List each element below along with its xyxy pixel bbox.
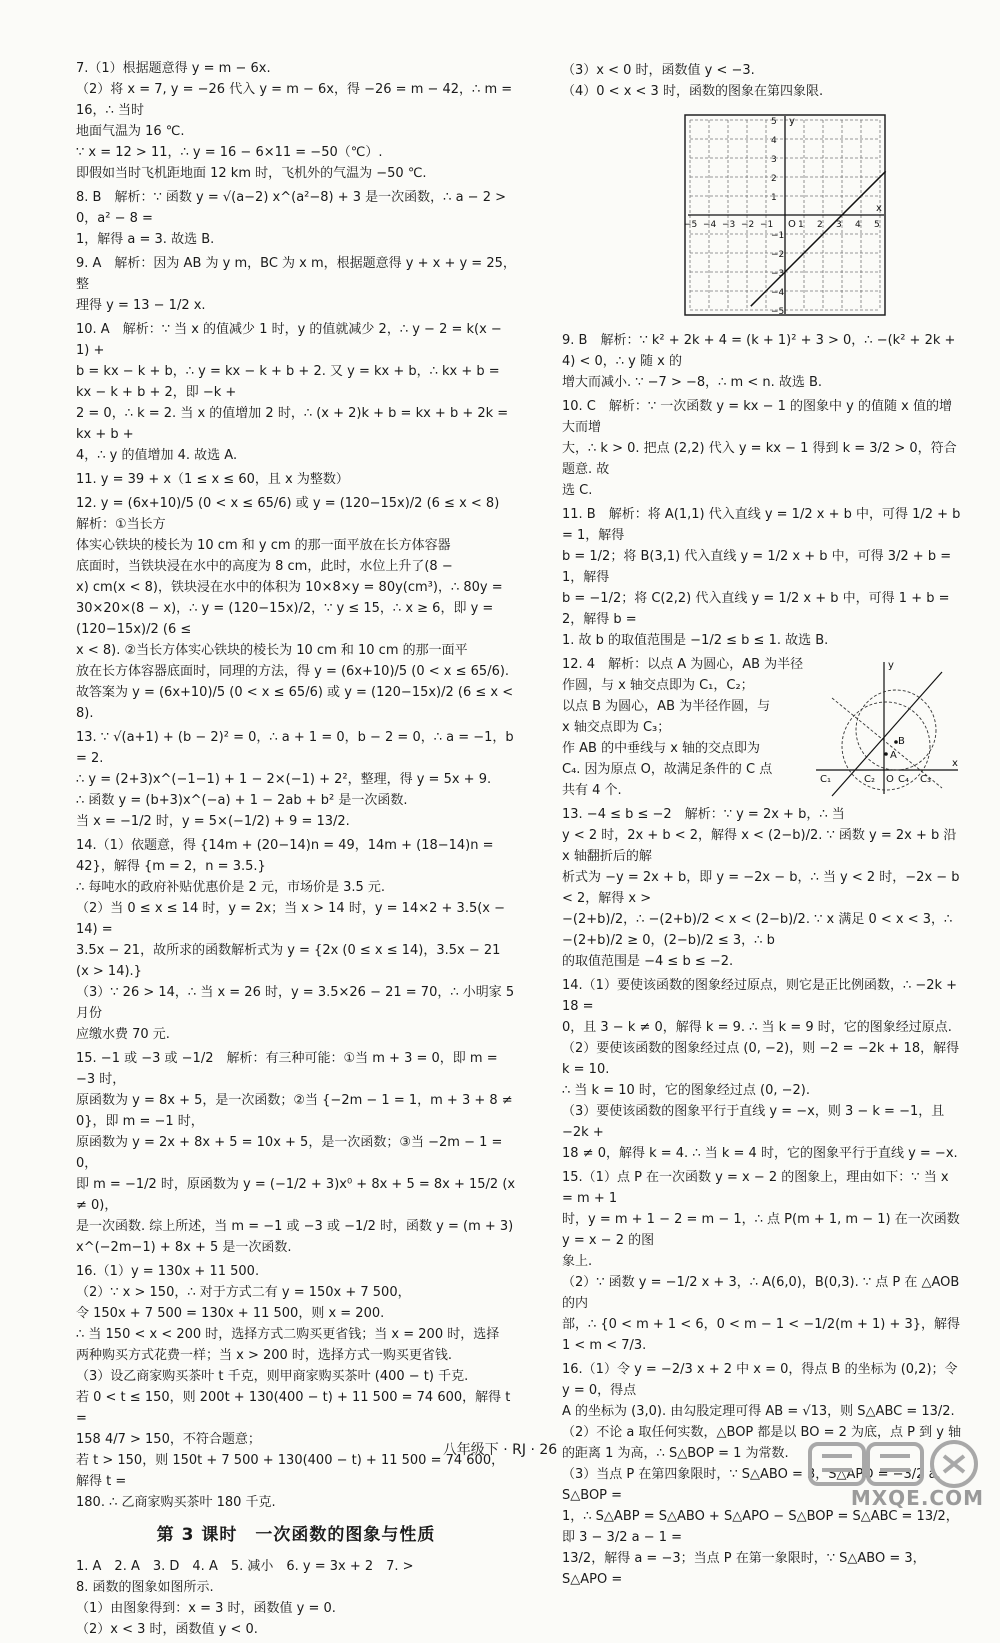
answer-line: x^(−2m−1) + 8x + 5 是一次函数. <box>76 1240 292 1255</box>
answer-line: 14.（1）要使该函数的图象经过原点，则它是正比例函数，∴ −2k + 18 = <box>562 978 958 1014</box>
answer-line: 体实心铁块的棱长为 10 cm 和 y cm 的那一面平放在长方体容器 <box>76 538 451 553</box>
answer-entry <box>562 1167 962 1356</box>
answer-line: 12. y = (6x+10)/5 (0 < x ≤ 65/6) 或 y = (120−15x)/2 (6 ≤ x < 8) 解析：①当长方 <box>76 496 513 532</box>
answer-line: 9. B 解析：∵ k² + 2k + 4 = (k + 1)² + 3 > 0，∴ −(k² + 2k + 4) < 0，∴ y 随 x 的 <box>562 333 956 369</box>
answer-line: 13. ∵ √(a+1) + (b − 2)² = 0，∴ a + 1 = 0，b − 2 = 0，∴ a = −1，b = 2. <box>76 730 514 766</box>
answer-line: 8. B 解析：∵ 函数 y = √(a−2) x^(a²−8) + 3 是一次函数，∴ a − 2 > 0，a² − 8 = <box>76 190 506 226</box>
answer-line: （2）当 0 ≤ x ≤ 14 时，y = 2x；当 x > 14 时，y = 14×2 + 3.5(x − 14) = <box>76 901 506 937</box>
x-tick-label: −1 <box>760 220 774 230</box>
answer-line: C₄. 因为原点 O，故满足条件的 C 点 <box>562 762 773 777</box>
answer-entry <box>76 253 516 316</box>
answer-line: 11. B 解析：将 A(1,1) 代入直线 y = 1/2 x + b 中，可得 1/2 + b = 1，解得 <box>562 507 961 543</box>
answer-line: 7.（1）根据题意得 y = m − 6x. <box>76 61 271 76</box>
answer-line: 故答案为 y = (6x+10)/5 (0 < x ≤ 65/6) 或 y = (120−15x)/2 (6 ≤ x < 8). <box>76 685 514 721</box>
right-column <box>562 60 962 1593</box>
answer-line: ∴ 每吨水的政府补贴优惠价是 2 元，市场价是 3.5 元. <box>76 880 386 895</box>
answer-line: 若 0 < t ≤ 150，则 200t + 130(400 − t) + 11 500 = 74 600，解得 t = <box>76 1390 511 1426</box>
answer-line: b = −1/2；将 C(2,2) 代入直线 y = 1/2 x + b 中，可得 1 + b = 2，解得 b = <box>562 591 950 627</box>
answer-entry <box>562 330 962 393</box>
answer-line: b = 1/2；将 B(3,1) 代入直线 y = 1/2 x + b 中，可得 3/2 + b = 1，解得 <box>562 549 952 585</box>
answer-entry <box>76 1556 516 1640</box>
y-tick-label: 4 <box>771 136 777 146</box>
answer-line: 增大而减小. ∵ −7 > −8，∴ m < n. 故选 B. <box>562 375 823 390</box>
x-tick-label: 2 <box>817 220 823 230</box>
answer-line: （3）∵ 26 > 14，∴ 当 x = 26 时，y = 3.5×26 − 21 = 70，∴ 小明家 5 月份 <box>76 985 515 1021</box>
answer-line: 1，解得 a = 3. 故选 B. <box>76 232 215 247</box>
x-tick-label: 1 <box>798 220 804 230</box>
answer-line: 10. A 解析：∵ 当 x 的值减少 1 时，y 的值就减少 2，∴ y − 2 = k(x − 1) + <box>76 322 502 358</box>
label-y: y <box>888 660 894 671</box>
answer-entry <box>76 1048 516 1258</box>
answer-line: ∴ 函数 y = (b+3)x^(−a) + 1 − 2ab + b² 是一次函数. <box>76 793 408 808</box>
answer-line: ∴ 当 k = 10 时，它的图象经过点 (0, −2). <box>562 1083 811 1098</box>
answer-line: （4）0 < x < 3 时，函数的图象在第四象限. <box>562 84 824 99</box>
answer-line: 析式为 −y = 2x + b，即 y = −2x − b，∴ 当 y < 2 时，−2x − b < 2，解得 x > <box>562 870 960 906</box>
y-tick-label: 2 <box>771 174 777 184</box>
answer-line: −(2+b)/2，∴ −(2+b)/2 < x < (2−b)/2. ∵ x 满足 0 < x < 3，∴ −(2+b)/2 ≥ 0，(2−b)/2 ≤ 3，∴ b <box>562 912 953 948</box>
answer-line: 理得 y = 13 − 1/2 x. <box>76 298 206 313</box>
answer-entry <box>76 727 516 832</box>
label-c3: C₃ <box>920 774 931 785</box>
answer-line: 地面气温为 16 ℃. <box>76 124 185 139</box>
answer-line: b = kx − k + b，∴ y = kx − k + b + 2. 又 y = kx + b，∴ kx + b = kx − k + b + 2，即 −k + <box>76 364 500 400</box>
answer-line: 2 = 0，∴ k = 2. 当 x 的值增加 2 时，∴ (x + 2)k + b = kx + b + 2k = kx + b + <box>76 406 509 442</box>
page-footer: 八年级下 · RJ · 26 <box>442 1442 558 1458</box>
answer-line: 若 t > 150，则 150t + 7 500 + 130(400 − t) + 11 500 = 74 600，解得 t = <box>76 1453 505 1489</box>
answer-line: （2）∵ 函数 y = −1/2 x + 3，∴ A(6,0)，B(0,3). ∵ 点 P 在 △AOB 的内 <box>562 1275 960 1311</box>
answer-line: 原函数为 y = 2x + 8x + 5 = 10x + 5，是一次函数；③当 −2m − 1 = 0， <box>76 1135 503 1171</box>
answer-line: 9. A 解析：因为 AB 为 y m，BC 为 x m，根据题意得 y + x + y = 25，整 <box>76 256 516 292</box>
x-tick-label: 4 <box>855 220 861 230</box>
answer-line: 30×20×(8 − x)，∴ y = (120−15x)/2，∵ y ≤ 15，∴ x ≥ 6，即 y = (120−15x)/2 (6 ≤ <box>76 601 494 637</box>
x-tick-label: −3 <box>722 220 736 230</box>
answer-line: 以点 B 为圆心，AB 为半径作圆，与 <box>562 699 771 714</box>
answer-line: 180. ∴ 乙商家购买茶叶 180 千克. <box>76 1495 276 1510</box>
answer-line: ∵ x = 12 > 11，∴ y = 16 − 6×11 = −50（℃）. <box>76 145 383 160</box>
answer-line: 即假如当时飞机距地面 12 km 时，飞机外的气温为 −50 ℃. <box>76 166 427 181</box>
answer-entry <box>562 654 962 801</box>
answer-line: 10. C 解析：∵ 一次函数 y = kx − 1 的图象中 y 的值随 x 值的增大而增 <box>562 399 952 435</box>
left-column <box>76 58 516 1643</box>
answer-line: 底面时，当铁块浸在水中的高度为 8 cm，此时，水位上升了(8 − <box>76 559 453 574</box>
answer-entry <box>76 835 516 1045</box>
construction-figure <box>812 658 962 798</box>
answer-entry <box>562 975 962 1164</box>
y-tick-label: −5 <box>771 307 785 317</box>
answer-line: 是一次函数. 综上所述，当 m = −1 或 −3 或 −1/2 时，函数 y = (m + 3) <box>76 1219 514 1234</box>
y-tick-label: −4 <box>771 288 785 298</box>
answer-line: 象上. <box>562 1254 593 1269</box>
answer-entry <box>76 58 516 184</box>
answer-line: 0，且 3 − k ≠ 0，解得 k = 9. ∴ 当 k = 9 时，它的图象经过原点. <box>562 1020 952 1035</box>
answer-entry <box>562 396 962 501</box>
x-axis-label: x <box>876 203 882 214</box>
answer-line: （2）不论 a 取任何实数，△BOP 都是以 BO = 2 为底，点 P 到 y 轴 <box>562 1425 962 1440</box>
answer-line: 令 150x + 7 500 = 130x + 11 500，则 x = 200. <box>76 1306 385 1321</box>
answer-line: 11. y = 39 + x（1 ≤ x ≤ 60，且 x 为整数） <box>76 472 349 487</box>
y-tick-label: −2 <box>771 250 785 260</box>
answer-line: （3）当点 P 在第四象限时，∵ S△ABO = 3，S△APO = −3/2 a，S△BOP = <box>562 1467 950 1503</box>
label-a: A <box>890 750 897 761</box>
answer-line: 14.（1）依题意，得 {14m + (20−14)n = 49，14m + (18−14)n = 42}，解得 {m = 2，n = 3.5.} <box>76 838 494 874</box>
x-tick-label: 3 <box>836 220 842 230</box>
answer-line: （1）由图象得到：x = 3 时，函数值 y = 0. <box>76 1601 336 1616</box>
label-b: B <box>898 736 905 747</box>
answer-line: 15.（1）点 P 在一次函数 y = x − 2 的图象上，理由如下：∵ 当 x = m + 1 <box>562 1170 949 1206</box>
answer-line: 大，∴ k > 0. 把点 (2,2) 代入 y = kx − 1 得到 k = 3/2 > 0，符合题意. 故 <box>562 441 957 477</box>
section-title: 第 3 课时 一次函数的图象与性质 <box>156 1525 436 1545</box>
answer-entry <box>76 493 516 724</box>
answer-line: 两种购买方式花费一样；当 x > 200 时，选择方式一购买更省钱. <box>76 1348 453 1363</box>
label-c2: C₂ <box>864 774 875 785</box>
x-tick-label: −4 <box>703 220 717 230</box>
answer-entry <box>76 1261 516 1513</box>
answer-line: 16.（1）令 y = −2/3 x + 2 中 x = 0，得点 B 的坐标为 (0,2)；令 y = 0，得点 <box>562 1362 958 1398</box>
answer-entry <box>76 187 516 250</box>
answer-line: 1. 故 b 的取值范围是 −1/2 ≤ b ≤ 1. 故选 B. <box>562 633 829 648</box>
answer-line: （2）将 x = 7, y = −26 代入 y = m − 6x，得 −26 = m − 42，∴ m = 16，∴ 当时 <box>76 82 513 118</box>
answer-line: 13. −4 ≤ b ≤ −2 解析：∵ y = 2x + b，∴ 当 <box>562 807 845 822</box>
answer-entry <box>562 504 962 651</box>
y-axis-label: y <box>789 116 795 127</box>
answer-line: （3）要使该函数的图象平行于直线 y = −x，则 3 − k = −1，且 −2k + <box>562 1104 945 1140</box>
answer-line: 时，y = m + 1 − 2 = m − 1，∴ 点 P(m + 1, m − 1) 在一次函数 y = x − 2 的图 <box>562 1212 960 1248</box>
answer-line: ∴ y = (2+3)x^(−1−1) + 1 − 2×(−1) + 2²，整理，得 y = 5x + 9. <box>76 772 492 787</box>
answer-line: 158 4/7 > 150，不符合题意； <box>76 1432 261 1447</box>
answer-line: 8. 函数的图象如图所示. <box>76 1580 214 1595</box>
answer-line: 共有 4 个. <box>562 783 622 798</box>
answer-line: 即 m = −1/2 时，原函数为 y = (−1/2 + 3)x⁰ + 8x + 5 = 8x + 15/2 (x ≠ 0)， <box>76 1177 516 1213</box>
answer-line: 部，∴ {0 < m + 1 < 6，0 < m − 1 < −1/2(m + 1) + 3}，解得 1 < m < 7/3. <box>562 1317 961 1353</box>
answer-line: A 的坐标为 (3,0). 由勾股定理可得 AB = √13，则 S△ABC = 13/2. <box>562 1404 955 1419</box>
answer-line: 作 AB 的中垂线与 x 轴的交点即为 <box>562 741 761 756</box>
answer-line: 1，∴ S△ABP = S△ABO + S△APO − S△BOP = S△ABC = 13/2，即 3 − 3/2 a − 1 = <box>562 1509 959 1545</box>
construction-svg <box>812 658 962 798</box>
y-tick-label: 1 <box>771 193 777 203</box>
label-o: O <box>886 774 894 785</box>
answer-line: x) cm(x < 8)，铁块浸在水中的体积为 10×8×y = 80y(cm³)，∴ 80y = <box>76 580 503 595</box>
answer-line: 3.5x − 21，故所求的函数解析式为 y = {2x (0 ≤ x ≤ 14)，3.5x − 21 (x > 14).} <box>76 943 501 979</box>
x-tick-label: 5 <box>874 220 880 230</box>
answer-line: 1. A 2. A 3. D 4. A 5. 减小 6. y = 3x + 2 7. > <box>76 1559 414 1574</box>
answer-entry <box>562 804 962 972</box>
answer-line: 的距离 1 为高，∴ S△BOP = 1 为常数. <box>562 1446 789 1461</box>
answer-line: 选 C. <box>562 483 593 498</box>
answer-line: 13/2，解得 a = −3；当点 P 在第一象限时，∵ S△ABO = 3，S△APO = <box>562 1551 926 1587</box>
answer-entry <box>76 319 516 466</box>
x-tick-label: −2 <box>741 220 755 230</box>
answer-line: 12. 4 解析：以点 A 为圆心，AB 为半径 <box>562 657 804 672</box>
answer-line: 的取值范围是 −4 ≤ b ≤ −2. <box>562 954 734 969</box>
function-graph <box>680 110 890 320</box>
answer-line: （3）x < 0 时，函数值 y < −3. <box>562 63 755 78</box>
answer-line: （2）∵ x > 150，∴ 对于方式二有 y = 150x + 7 500， <box>76 1285 411 1300</box>
label-c1: C₁ <box>820 774 831 785</box>
answer-line: ∴ 当 150 < x < 200 时，选择方式二购买更省钱；当 x = 200 时，选择 <box>76 1327 500 1342</box>
answer-entry <box>562 60 962 102</box>
y-tick-label: 5 <box>771 117 777 127</box>
y-tick-label: −3 <box>771 269 785 279</box>
answer-line: 4，∴ y 的值增加 4. 故选 A. <box>76 448 238 463</box>
answer-line: （2）要使该函数的图象经过点 (0, −2)，则 −2 = −2k + 18，解得 k = 10. <box>562 1041 960 1077</box>
answer-line: y < 2 时，2x + b < 2，解得 x < (2−b)/2. ∵ 函数 y = 2x + b 沿 x 轴翻折后的解 <box>562 828 957 864</box>
point-a <box>884 752 888 756</box>
answer-line: （2）x < 3 时，函数值 y < 0. <box>76 1622 258 1637</box>
graph-svg <box>680 110 890 320</box>
watermark-text: MXQE.COM <box>850 1486 984 1510</box>
answer-line: （3）设乙商家购买茶叶 t 千克，则甲商家购买茶叶 (400 − t) 千克. <box>76 1369 469 1384</box>
answer-line: 应缴水费 70 元. <box>76 1027 170 1042</box>
x-tick-label: −5 <box>684 220 698 230</box>
answer-line: 18 ≠ 0，解得 k = 4. ∴ 当 k = 4 时，它的图象平行于直线 y = −x. <box>562 1146 958 1161</box>
answer-entry <box>76 469 516 490</box>
y-tick-label: 3 <box>771 155 777 165</box>
y-tick-label: −1 <box>771 231 785 241</box>
label-x: x <box>952 758 958 769</box>
origin-label: O <box>788 219 796 230</box>
answer-line: x 轴交点即为 C₃； <box>562 720 671 735</box>
answer-line: 当 x = −1/2 时，y = 5×(−1/2) + 9 = 13/2. <box>76 814 350 829</box>
answer-line: 放在长方体容器底面时，同理的方法，得 y = (6x+10)/5 (0 < x ≤ 65/6). <box>76 664 510 679</box>
answer-line: 16.（1）y = 130x + 11 500. <box>76 1264 260 1279</box>
answer-line: 作圆，与 x 轴交点即为 C₁，C₂； <box>562 678 754 693</box>
answer-line: 15. −1 或 −3 或 −1/2 解析：有三种可能：①当 m + 3 = 0，即 m = −3 时， <box>76 1051 498 1087</box>
answer-line: x < 8). ②当长方体实心铁块的棱长为 10 cm 和 10 cm 的那一面平 <box>76 643 468 658</box>
answer-line: 原函数为 y = 8x + 5，是一次函数；②当 {−2m − 1 = 1，m + 3 + 8 ≠ 0}，即 m = −1 时， <box>76 1093 513 1129</box>
label-c4: C₄ <box>898 774 909 785</box>
